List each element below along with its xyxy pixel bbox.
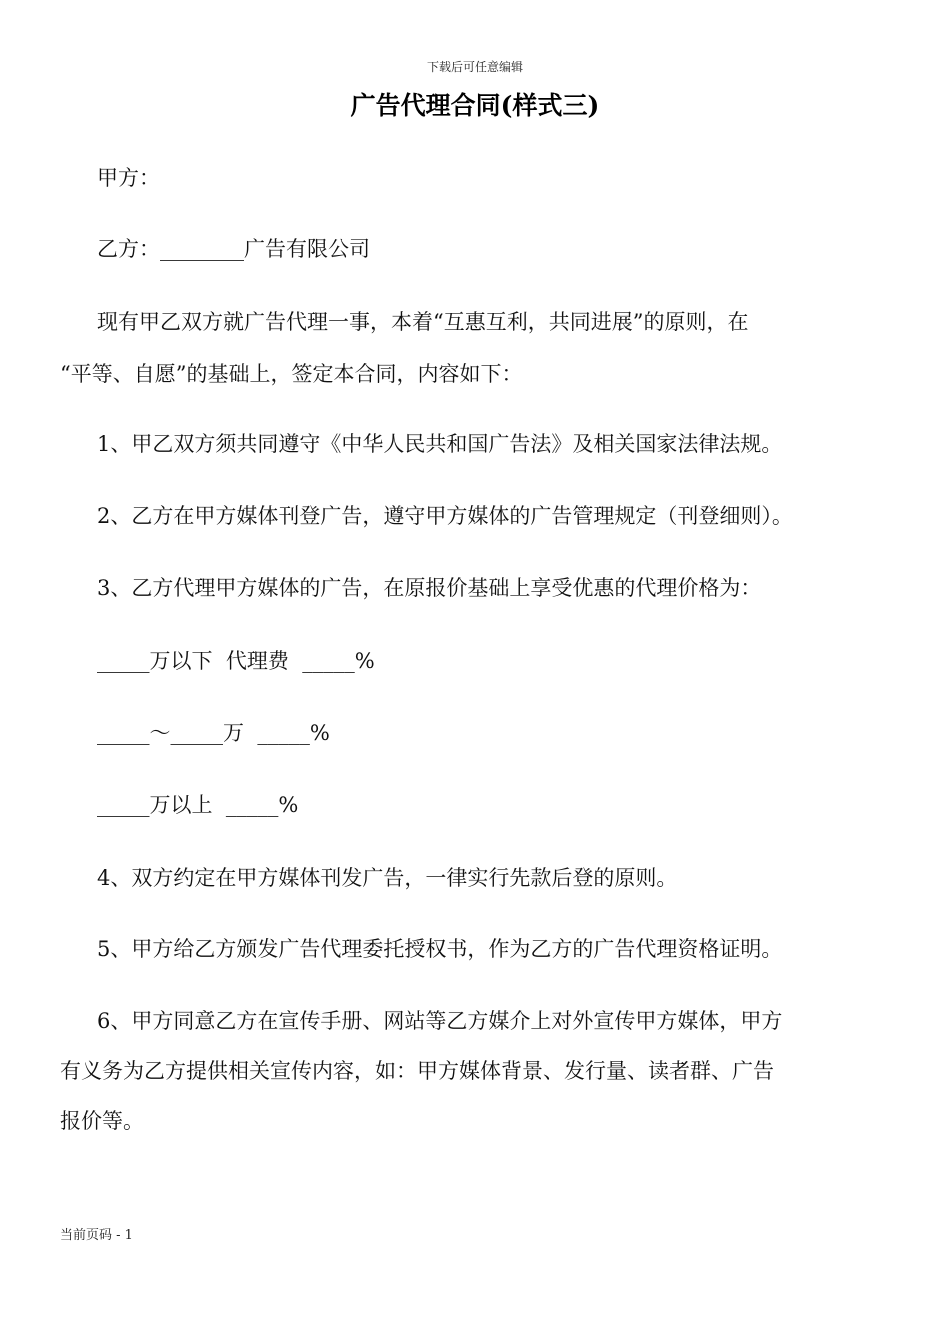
clause-4: 4、双方约定在甲方媒体刊发广告，一律实行先款后登的原则。 bbox=[97, 866, 678, 890]
clause-6-line-1: 6、甲方同意乙方在宣传手册、网站等乙方媒介上对外宣传甲方媒体，甲方 bbox=[97, 1009, 783, 1033]
header-note: 下载后可任意编辑 bbox=[426, 60, 523, 74]
rate-line-2: _____～_____万 _____% bbox=[97, 721, 330, 745]
intro-line-2: “平等、自愿”的基础上，签定本合同，内容如下： bbox=[60, 362, 523, 386]
clause-2: 2、乙方在甲方媒体刊登广告，遵守甲方媒体的广告管理规定（刊登细则）。 bbox=[97, 504, 793, 528]
clause-6-line-2: 有义务为乙方提供相关宣传内容，如：甲方媒体背景、发行量、读者群、广告 bbox=[60, 1059, 774, 1083]
party-b-line: 乙方：________广告有限公司 bbox=[97, 237, 370, 261]
rate-line-3: _____万以上 _____% bbox=[97, 793, 299, 817]
intro-line-1: 现有甲乙双方就广告代理一事，本着“互惠互利，共同进展”的原则，在 bbox=[97, 310, 749, 334]
party-a-line: 甲方： bbox=[97, 166, 160, 190]
clause-6-line-3: 报价等。 bbox=[60, 1109, 144, 1133]
page-number-footer: 当前页码 - 1 bbox=[60, 1228, 133, 1243]
clause-5: 5、甲方给乙方颁发广告代理委托授权书，作为乙方的广告代理资格证明。 bbox=[97, 937, 783, 961]
document-title: 广告代理合同(样式三) bbox=[350, 91, 600, 120]
rate-line-1: _____万以下 代理费 _____% bbox=[97, 649, 375, 673]
clause-1: 1、甲乙双方须共同遵守《中华人民共和国广告法》及相关国家法律法规。 bbox=[97, 432, 783, 456]
clause-3: 3、乙方代理甲方媒体的广告，在原报价基础上享受优惠的代理价格为： bbox=[97, 576, 762, 600]
